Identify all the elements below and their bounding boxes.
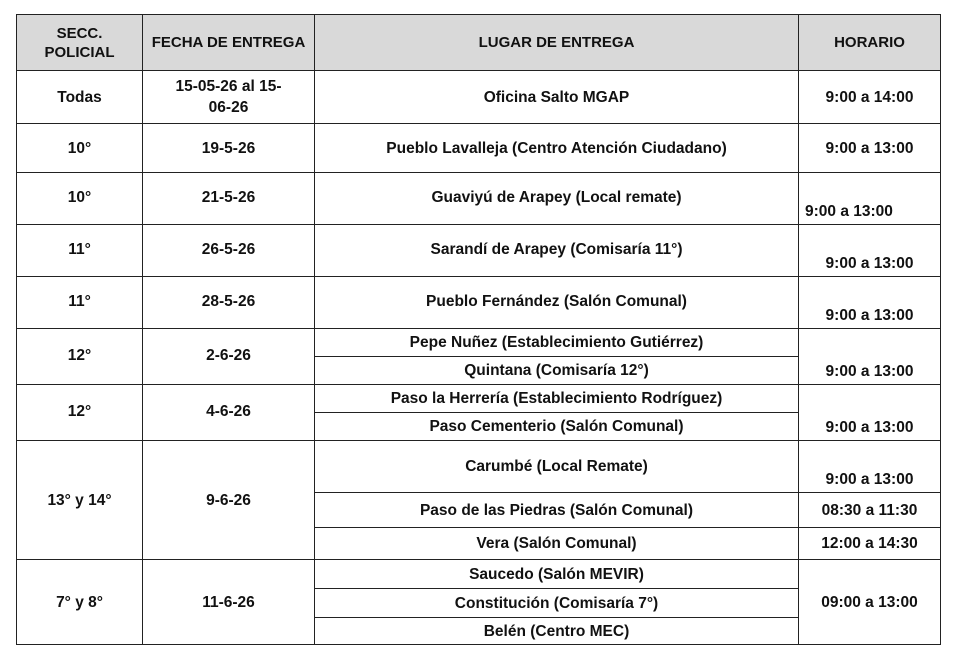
cell-horario: 9:00 a 14:00: [799, 71, 941, 124]
cell-lugar: Saucedo (Salón MEVIR): [315, 560, 799, 589]
cell-fecha: 26-5-26: [143, 225, 315, 277]
cell-lugar: Paso la Herrería (Establecimiento Rodríguez): [315, 385, 799, 413]
table-row: [17, 225, 941, 277]
table-row: [17, 385, 941, 413]
cell-horario: 9:00 a 13:00: [799, 173, 941, 225]
cell-horario: 9:00 a 13:00: [799, 277, 941, 329]
cell-lugar: Guaviyú de Arapey (Local remate): [315, 173, 799, 225]
cell-seccion: 12°: [17, 385, 143, 441]
header-lugar: LUGAR DE ENTREGA: [315, 15, 799, 71]
cell-fecha: 28-5-26: [143, 277, 315, 329]
cell-fecha: 11-6-26: [143, 560, 315, 645]
cell-lugar: Carumbé (Local Remate): [315, 441, 799, 493]
cell-seccion: 11°: [17, 277, 143, 329]
cell-lugar: Vera (Salón Comunal): [315, 528, 799, 560]
cell-lugar: Oficina Salto MGAP: [315, 71, 799, 124]
cell-lugar: Pueblo Fernández (Salón Comunal): [315, 277, 799, 329]
cell-horario: 9:00 a 13:00: [799, 441, 941, 493]
cell-horario: 12:00 a 14:30: [799, 528, 941, 560]
cell-horario: 9:00 a 13:00: [799, 385, 941, 441]
cell-lugar: Quintana (Comisaría 12°): [315, 357, 799, 385]
cell-fecha: 15-05-26 al 15-06-26: [143, 71, 315, 124]
table-row: [17, 71, 941, 124]
cell-seccion: 7° y 8°: [17, 560, 143, 645]
cell-lugar: Belén (Centro MEC): [315, 618, 799, 645]
cell-fecha: 4-6-26: [143, 385, 315, 441]
delivery-schedule-table: [16, 14, 941, 645]
cell-lugar: Sarandí de Arapey (Comisaría 11°): [315, 225, 799, 277]
cell-fecha: 19-5-26: [143, 124, 315, 173]
table-row: [17, 441, 941, 493]
table-row: [17, 173, 941, 225]
cell-seccion: Todas: [17, 71, 143, 124]
table-row: [17, 560, 941, 589]
cell-lugar: Paso Cementerio (Salón Comunal): [315, 413, 799, 441]
cell-horario: 9:00 a 13:00: [799, 329, 941, 385]
cell-horario: 9:00 a 13:00: [799, 225, 941, 277]
cell-lugar: Pepe Nuñez (Establecimiento Gutiérrez): [315, 329, 799, 357]
cell-horario: 09:00 a 13:00: [799, 560, 941, 645]
cell-seccion: 13° y 14°: [17, 441, 143, 560]
cell-seccion: 11°: [17, 225, 143, 277]
cell-lugar: Constitución (Comisaría 7°): [315, 589, 799, 618]
cell-lugar: Pueblo Lavalleja (Centro Atención Ciudadano): [315, 124, 799, 173]
cell-seccion: 12°: [17, 329, 143, 385]
table-row: [17, 124, 941, 173]
cell-lugar: Paso de las Piedras (Salón Comunal): [315, 493, 799, 528]
cell-fecha: 2-6-26: [143, 329, 315, 385]
cell-seccion: 10°: [17, 173, 143, 225]
cell-horario: 08:30 a 11:30: [799, 493, 941, 528]
table-row: [17, 329, 941, 357]
cell-seccion: 10°: [17, 124, 143, 173]
cell-fecha: 9-6-26: [143, 441, 315, 560]
cell-fecha: 21-5-26: [143, 173, 315, 225]
header-row: [17, 15, 941, 71]
cell-horario: 9:00 a 13:00: [799, 124, 941, 173]
table-row: [17, 277, 941, 329]
header-seccion: SECC. POLICIAL: [17, 15, 143, 71]
header-fecha: FECHA DE ENTREGA: [143, 15, 315, 71]
header-horario: HORARIO: [799, 15, 941, 71]
